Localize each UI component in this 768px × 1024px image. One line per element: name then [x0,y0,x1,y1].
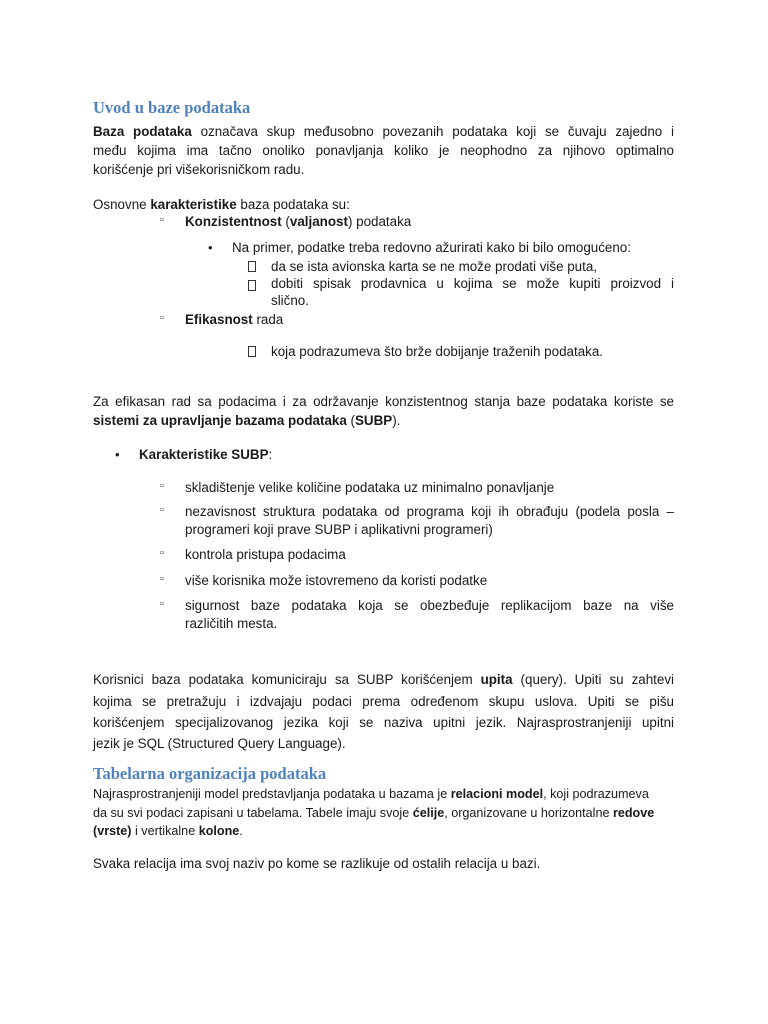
characteristics-intro: Osnovne karakteristike baza podataka su: [93,197,350,212]
subp-item-cont: programeri koji prave SUBP i aplikativni programeri) [185,522,493,537]
intro-line-2: među kojima ima tačno onoliko ponavljanja koliko je neophodno za njihovo optimalno [93,143,674,158]
subp-characteristics-heading: Karakteristike SUBP: [139,447,273,462]
table-line-2: da su svi podaci zapisani u tabelama. Tabele imaju svoje ćelije, organizovane u horizontalne redove [93,806,655,820]
missing-glyph-bullet-icon [248,261,256,272]
efikasnost-item: koja podrazumeva što brže dobijanje traženih podataka. [271,344,604,359]
section-heading-table: Tabelarna organizacija podataka [93,764,327,783]
subp-line-2: sistemi za upravljanje bazama podataka (SUBP). [93,413,401,428]
subp-item: sigurnost baze podataka koja se obezbeđuje replikacijom baze na više [185,598,674,613]
query-line-4: jezik je SQL (Structured Query Language). [93,736,346,751]
square-bullet-icon: ▫ [160,312,164,324]
square-bullet-icon: ▫ [160,504,164,516]
example-line: Na primer, podatke treba redovno ažurirati kako bi bilo omogućeno: [232,240,631,255]
square-bullet-icon: ▫ [160,480,164,492]
subp-item: kontrola pristupa podacima [185,547,346,562]
intro-line-3: korišćenje pri višekorisničkom radu. [93,162,305,177]
subp-item: više korisnika može istovremeno da koristi podatke [185,573,488,588]
query-line-3: korišćenjem specijalizovanog jezika koji se naziva upitni jezik. Najrasprostranjeniji upitni [93,715,674,730]
table-line-3: (vrste) i vertikalne kolone. [93,824,243,838]
table-line-1: Najrasprostranjeniji model predstavljanja podataka u bazama je relacioni model, koji podrazumeva [93,787,649,801]
section-heading-intro: Uvod u baze podataka [93,98,251,117]
square-bullet-icon: ▫ [160,214,164,226]
bullet-dot-icon: • [208,240,213,255]
subp-item: skladištenje velike količine podataka uz minimalno ponavljanje [185,480,555,495]
list-item-efikasnost: Efikasnost rada [185,312,284,327]
last-paragraph: Svaka relacija ima svoj naziv po kome se razlikuje od ostalih relacija u bazi. [93,856,541,871]
missing-glyph-bullet-icon [248,280,256,291]
intro-line-1: Baza podataka označava skup međusobno povezanih podataka koji se čuvaju zajedno i [93,124,674,139]
subp-item-cont: različitih mesta. [185,616,278,631]
missing-glyph-bullet-icon [248,346,256,357]
square-bullet-icon: ▫ [160,598,164,610]
query-line-1: Korisnici baza podataka komuniciraju sa SUBP korišćenjem upita (query). Upiti su zahtevi [93,672,674,687]
subp-line-1: Za efikasan rad sa podacima i za održavanje konzistentnog stanja baze podataka koriste se [93,394,674,409]
bullet-dot-icon: • [115,447,120,462]
list-item-konzistentnost: Konzistentnost (valjanost) podataka [185,214,412,229]
query-line-2: kojima se pretražuju i izdvajaju podaci prema određenom skupu uslova. Upiti se pišu [93,694,674,709]
square-bullet-icon: ▫ [160,547,164,559]
square-bullet-icon: ▫ [160,573,164,585]
example-item-1: da se ista avionska karta se ne može prodati više puta, [271,259,598,274]
example-item-2: dobiti spisak prodavnica u kojima se može kupiti proizvod i [271,276,674,291]
example-item-2-cont: slično. [271,293,309,308]
subp-item: nezavisnost struktura podataka od programa koji ih obrađuju (podela posla – [185,504,674,519]
